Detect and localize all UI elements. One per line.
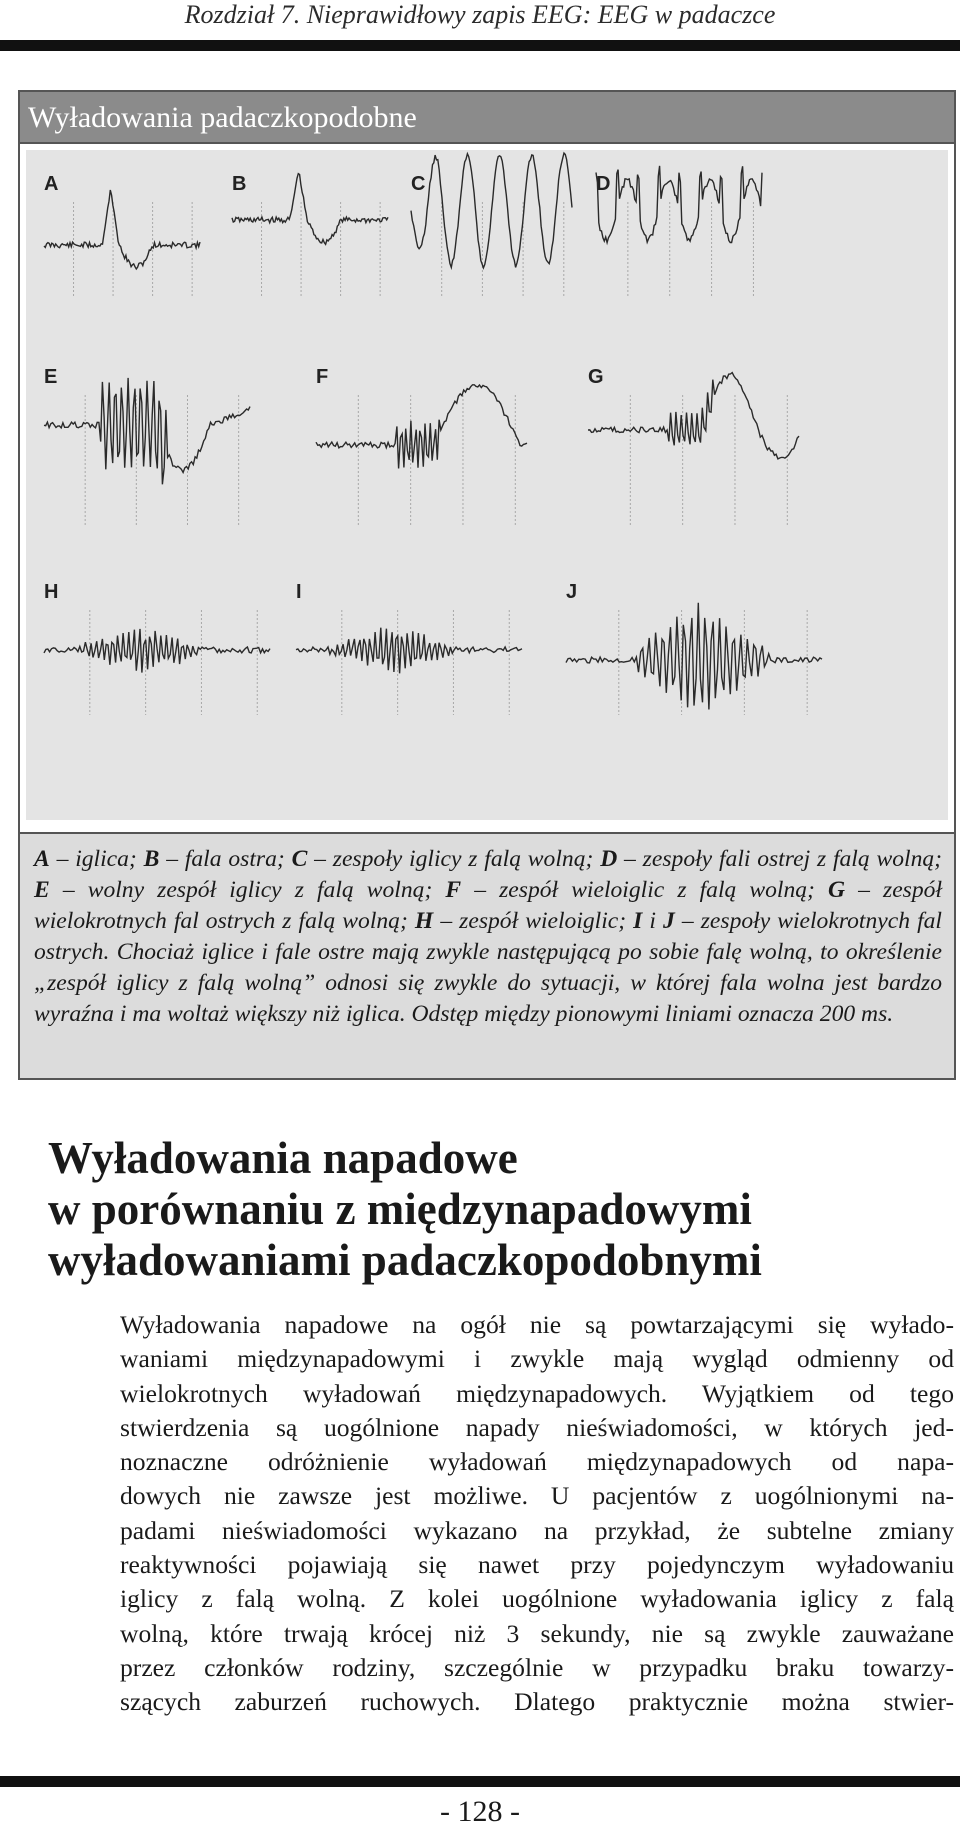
section-title	[48, 1133, 938, 1286]
eeg-waveforms	[26, 150, 948, 820]
body-line: wolną, które trwają krócej niż 3 sekundy, nie są zwykle zauważane	[120, 1618, 954, 1648]
box-title: Wyładowania padaczkopodobne	[20, 92, 954, 144]
caption-key-j: J	[663, 908, 675, 934]
caption-text-g: – zespół wielokrotnych fal ostrych z falą wolną;	[34, 877, 943, 934]
caption-key-c: C	[291, 846, 308, 872]
body-line: waniami międzynapadowymi i zwykle mają wygląd odmienny od	[120, 1344, 954, 1374]
eeg-figure	[26, 150, 948, 820]
caption-key-i: I	[633, 908, 643, 934]
caption-and: i	[642, 908, 664, 934]
waveform-i	[296, 628, 522, 674]
waveform-a	[44, 190, 200, 269]
figure-box	[18, 90, 956, 1080]
body-line: Wyładowania napadowe na ogół nie są powtarzającymi się wyłado-	[120, 1310, 954, 1339]
caption-text-a: – iglica;	[49, 846, 144, 872]
body-line: padami nieświadomości wykazano na przykład, że subtelne zmiany	[120, 1515, 954, 1545]
panel-label-e: E	[44, 366, 58, 388]
body-line: iglicy z falą wolną. Z kolei uogólnione wyładowania iglicy z falą	[120, 1584, 954, 1614]
caption-key-d: D	[600, 846, 618, 872]
waveform-h	[44, 629, 270, 673]
panel-label-f: F	[316, 366, 329, 388]
caption-key-e: E	[34, 877, 50, 903]
waveform-c	[411, 153, 572, 268]
section-title-line: wyładowaniami padaczkopodobnymi	[48, 1235, 762, 1285]
body-line: reaktywności pojawiają się nawet przy pojedynczym wyładowaniu	[120, 1550, 954, 1580]
figure-caption	[20, 832, 954, 1078]
section-title-line: w porównaniu z międzynapadowymi	[48, 1184, 752, 1234]
caption-key-a: A	[34, 846, 50, 872]
waveform-b	[232, 174, 388, 245]
panel-label-a: A	[44, 173, 59, 195]
caption-text-d: – zespoły fali ostrej z falą wolną;	[617, 846, 943, 872]
waveform-g	[588, 373, 799, 459]
caption-text-b: – fala ostra;	[159, 846, 292, 872]
panel-label-j: J	[566, 581, 578, 603]
section-title-line: Wyładowania napadowe	[48, 1133, 518, 1183]
panel-label-i: I	[296, 581, 302, 603]
panel-label-h: H	[44, 581, 59, 603]
caption-key-h: H	[414, 908, 434, 934]
body-line: wielokrotnych wyładowań międzynapadowych. Wyjątkiem od tego	[120, 1378, 954, 1408]
caption-text-ij: – zespoły wielokrotnych fal ostrych. Chociaż iglice i fale ostre mają zwykle następującą po sobie falę wolną, to określenie „zespół iglicy z falą wolną” odnosi się zwykle do sytuacji, w której fala wolna jest bardzo wyraźna i ma woltaż większy niż iglica. Odstęp między pionowymi liniami oznacza 200 ms.	[34, 908, 942, 1027]
body-line: szących zaburzeń ruchowych. Dlatego praktycznie można stwier-	[120, 1687, 954, 1717]
waveform-f	[316, 385, 527, 469]
caption-key-g: G	[828, 877, 846, 903]
header-rule	[0, 40, 960, 51]
caption-key-f: F	[445, 877, 462, 903]
footer-rule	[0, 1776, 960, 1787]
caption-text-h: – zespół wieloiglic;	[433, 908, 634, 934]
panel-label-b: B	[232, 173, 247, 195]
body-line: noznaczne odróżnienie wyładowań międzynapadowych od napa-	[120, 1447, 954, 1477]
caption-text-c: – zespoły iglicy z falą wolną;	[307, 846, 601, 872]
panel-label-c: C	[411, 173, 426, 195]
body-line: przez członków rodziny, szczególnie w przypadku braku towarzy-	[120, 1652, 954, 1682]
body-line: stwierdzenia są uogólnione napady nieświadomości, w których jed-	[120, 1412, 954, 1442]
panel-label-g: G	[588, 366, 604, 388]
waveform-d	[596, 166, 762, 243]
waveform-j	[566, 603, 822, 710]
page-number: - 128 -	[440, 1795, 520, 1828]
running-head: Rozdział 7. Nieprawidłowy zapis EEG: EEG w padaczce	[184, 0, 776, 29]
waveform-e	[44, 378, 250, 484]
caption-text-f: – zespół wieloiglic z falą wolną;	[461, 877, 829, 903]
panel-label-d: D	[596, 173, 611, 195]
caption-text-e: – wolny zespół iglicy z falą wolną;	[49, 877, 446, 903]
caption-key-b: B	[143, 846, 160, 872]
body-line: dowych nie zawsze jest możliwe. U pacjentów z uogólnionymi na-	[120, 1481, 954, 1511]
body-paragraph	[120, 1308, 954, 1720]
